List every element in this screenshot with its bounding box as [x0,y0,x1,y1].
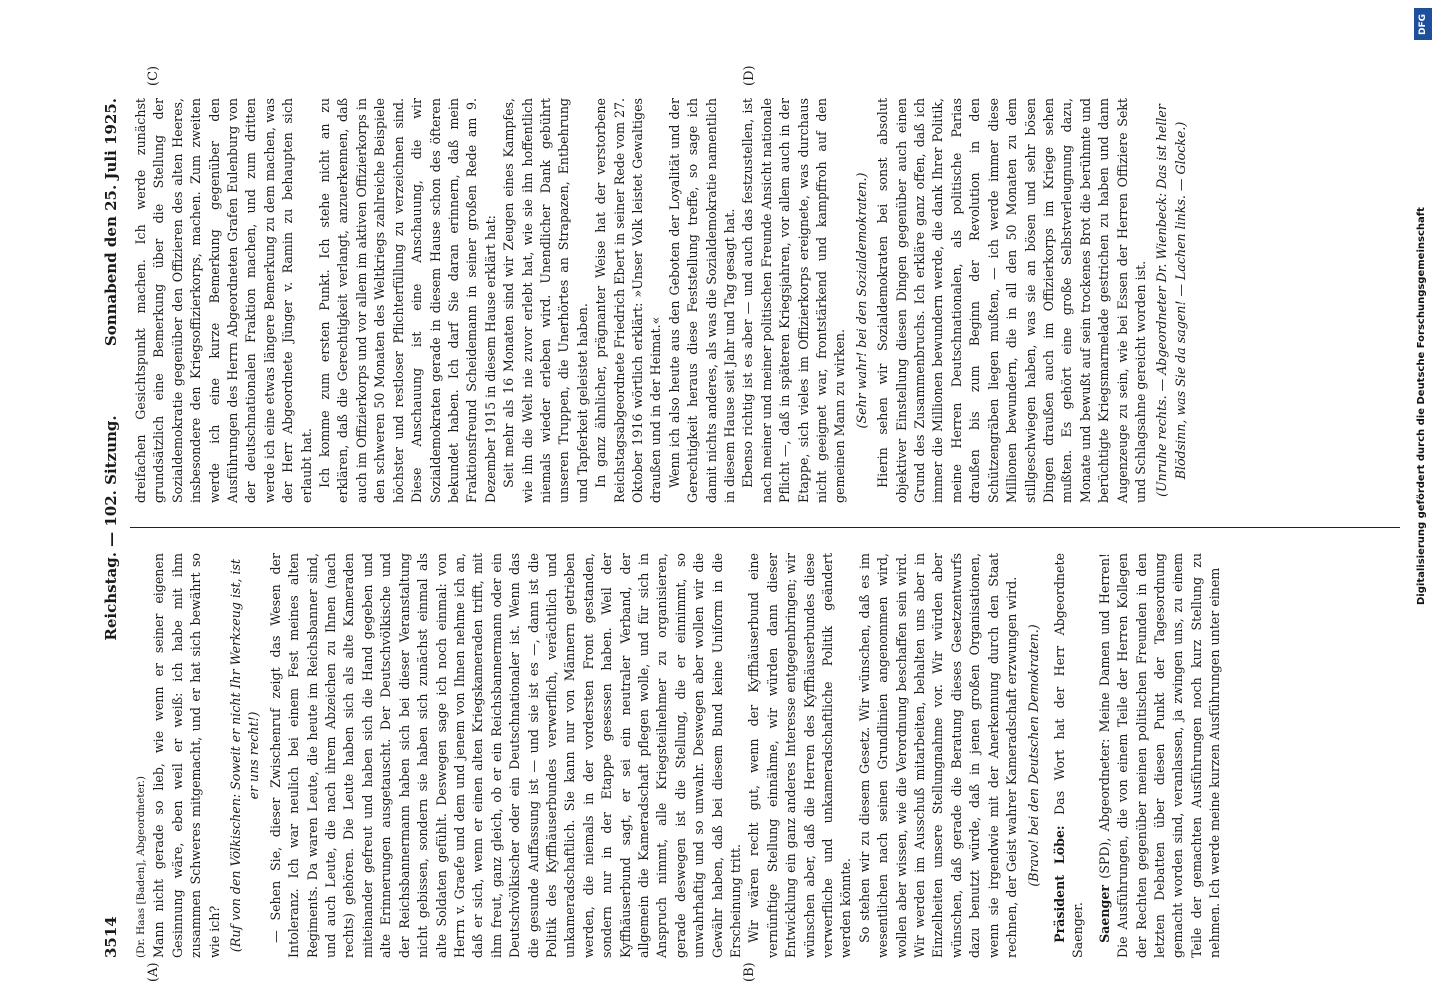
left-column [132,553,1225,958]
speaker-label: Präsident Löbe: [1051,825,1067,943]
interjection: (Bravo! bei den Deutschen Demokraten.) [1025,624,1041,887]
interjection: (Unruhe rechts. — Abgeordneter Dr. Wienbeck: Das ist heller Blödsinn, was Sie da sagen! — Lachen links. — Glocke.) [1154,104,1188,497]
paragraph: Mann nicht gerade so lieb, wie wenn er seiner eigenen Gesinnung wäre, eben weil er weiß: ich habe mit ihm zusammen Schweres mitgemacht, und er hat sich bewährt so wie ich? [151,553,222,958]
page-header [102,98,124,958]
margin-mark-c: (C) [146,65,161,86]
session-title: Reichstag. — 102. Sitzung. [102,415,120,641]
dfg-logo-icon: DFG [1414,8,1432,40]
column-divider [130,527,1400,528]
paragraph: In ganz ähnlicher, prägnanter Weise hat der verstorbene Reichstagsabgeordnete Friedrich Ebert in seiner Rede vom 27. Oktober 1916 wörtlich erklärt: »Unser Volk leistet Gewaltiges draußen und in der Heimat.« [593,98,664,503]
statement-text: Das Wort hat der Herr Abgeordnete Saenger. [1051,553,1086,958]
quote-paragraph: Seit mehr als 16 Monaten sind wir Zeugen eines Kampfes, wie ihn die Welt nie zuvor erlebt hat, wie sie ihn hoffentlich niemals wieder erleben wird. Unendlicher Dank gebührt unseren Truppen, die Unerhörtes an Strapazen, Entbehrung und Tapferkeit geleistet haben. [501,98,590,503]
paragraph: dreifachen Gesichtspunkt machen. Ich werde zunächst grundsätzlich eine Bemerkung über die Stellung der Sozialdemokratie gegenüber den Offizieren des alten Heeres, insbesondere den Kriegsoffizierkorps, machen. Zum zweiten werde ich eine kurze Bemerkung gegenüber den Ausführungen des Herrn Abgeordneten Grafen Eulenburg von der deutschnationalen Fraktion machen, und zum dritten werde ich eine etwas längere Bemerkung zu dem machen, was der Herr Abgeordnete Jünger v. Ramin zu behaupten sich erlaubt hat. [133,98,314,503]
paragraph: Wir wären recht gut, wenn der Kyffhäuserbund eine vernünftige Stellung einnähme, wir würden dann dieser Entwicklung ein ganz anderes Interesse entgegenbringen; wir wünschen aber, daß die Herren des Kyffhäuserbundes diese verwerfliche und unkameradschaftliche Politik geändert werden könnte. [746,553,854,958]
paragraph: So stehen wir zu diesem Gesetz. Wir wünschen, daß es im wesentlichen nach seinen Grundlinien angenommen wird, wollen aber wissen, wie die Verordnung beschaffen sein wird. Wir werden im Ausschuß mitarbeiten, behalten uns aber in Einzelheiten unsere Stellungnahme vor. Wir würden aber wünschen, daß gerade die Beratung dieses Gesetzentwurfs dazu benutzt würde, daß in jenen großen Organisationen, wenn sie irgendwie mit der Anerkennung durch den Staat rechnen, der Geist wahrer Kameradschaft erzwungen wird. [856,553,1020,958]
margin-mark-b: (B) [742,962,757,982]
paragraph: — Sehen Sie, dieser Zwischenruf zeigt das Wesen der Intoleranz. Ich war neulich bei einem Fest meines alten Regiments. Da waren Leute, die heute im Reichsbanner sind, und auch Leute, die nach ihrem Abzeichen zu Ihnen (nach rechts) gehören. Die Leute haben sich als alte Kameraden miteinander gefreut und haben sich die Hand gegeben und alte Erinnerungen ausgetauscht. Der Deutschvölkische und der Reichsbannermann haben sich bei dieser Veranstaltung nicht gebissen, sondern sie haben sich zunächst einmal als alte Soldaten gefühlt. Deswegen sage ich noch einmal: von Herrn v. Graefe und dem und jenem von Ihnen nehme ich an, daß er sich, wenn er einen alten Kriegskameraden trifft, mit ihm freut, ganz gleich, ob er ein Reichsbannermann oder ein Deutschvölkischer oder ein Deutschnationaler ist. Wenn das die gesunde Auffassung ist — und sie ist es —, dann ist die Politik des Kyffhäuserbundes verwerflich, verächtlich und unkameradschaftlich. Sie kann nur von Männern getrieben werden, die niemals in der vordersten Front gestanden, sondern nur in der Etappe gesessen haben. Weil der Kyffhäuserbund sagt, er sei ein neutraler Verband, der allgemein die Kameradschaft pflegen wolle, und für sich in Anspruch nimmt, alle Kriegsteilnehmer zu organisieren, gerade deswegen ist die Stellung, die er einnimmt, so unwahrhaftig und so unwahr. Deswegen aber wollen wir die Gewähr haben, daß bei diesem Bund keine Uniform in die Erscheinung tritt. [267,553,743,958]
speaker-line: (Dr. Haas [Baden], Abgeordneter.) [135,775,147,958]
margin-mark-d: (D) [742,65,757,86]
right-column [132,98,1193,503]
paragraph: Ich komme zum ersten Punkt. Ich stehe nicht an zu erklären, daß die Gerechtigkeit verlangt, anzuerkennen, daß auch im Offizierkorps und vor allem im aktiven Offizierkorps in den schweren 50 Monaten des Weltkriegs zahlreiche Beispiele höchster und restloser Pflichterfüllung zu verzeichnen sind. Diese Anschauung ist eine Anschauung, die wir Sozialdemokraten gerade in diesem Hause schon des öfteren bekundet haben. Ich darf Sie daran erinnern, daß mein Fraktionsfreund Scheidemann in seiner großen Rede am 9. Dezember 1915 in diesem Hause erklärt hat: [317,98,498,503]
paragraph: Hierin sehen wir Sozialdemokraten bei sonst absolut objektiver Einstellung diesen Dingen gegenüber auch einen Grund des Zusammenbruchs. Ich erkläre ganz offen, daß ich immer die Millionen bewundern werde, die dank Ihrer Politik, meine Herren Deutschnationalen, als politische Parias draußen bis zum Beginn der Revolution in den Schützengräben liegen mußten, — ich werde immer diese Millionen bewundern, die in all den 50 Monaten zu dem stillgeschwiegen haben, was sie an bösen und sehr bösen Dingen draußen auch im Offizierkorps im Kriege sehen mußten. Es gehört eine große Selbstverleugnung dazu, Monate und bewußt auf sein trockenes Brot die berühmte und berüchtigte Kriegsmarmelade gestrichen zu haben und dann Augenzeuge zu sein, wie bei Essen der Herren Offiziere Sekt und Schlagsahne gereicht worden ist. [875,98,1148,503]
interjection: (Sehr wahr! bei den Sozialdemokraten.) [853,172,869,429]
margin-mark-a: (A) [146,962,161,982]
session-date: Sonnabend den 25. Juli 1925. [102,98,120,347]
interjection: (Ruf von den Völkischen: Soweit er nicht Ihr Werkzeug ist, ist er uns recht!) [228,558,262,953]
speech-start [1096,553,1225,958]
speech-text: (SPD), Abgeordneter: Meine Damen und Herren! Die Ausführungen, die von einem Teile der Herren Kollegen der Rechten gegenüber meinen politischen Freunden in den letzten Debatten über diesen Punkt der Tagesordnung gemacht worden sind, veranlassen, ja zwingen uns, zu einem Teile der gemachten Ausführungen noch kurz Stellung zu nehmen. Ich werde meine kurzen Ausführungen unter einem [1096,553,1223,958]
paragraph: Ebenso richtig ist es aber — und auch das festzustellen, ist nach meiner und meiner politischen Freunde Ansicht nationale Pflicht —, daß in späteren Kriegsjahren, vor allem auch in der Etappe, sich vieles im Offizierkorps ereignete, was durchaus nicht geeignet war, frontstärkend und kampffroh auf den gemeinen Mann zu wirken. [740,98,848,503]
rotated-page [102,65,1402,982]
paragraph: Wenn ich also heute aus den Geboten der Loyalität und der Gerechtigkeit heraus diese Feststellung treffe, so sage ich damit nichts anderes, als was die Sozialdemokratie namentlich in diesem Hause seit Jahr und Tag gesagt hat. [666,98,737,503]
page-number: 3514 [102,916,120,958]
speaker-label: Saenger [1096,885,1112,943]
president-statement [1051,553,1088,958]
digitization-notice: Digitalisierung gefördert durch die Deutsche Forschungsgemeinschaft [1416,207,1427,605]
digitization-sidebar [1414,0,1434,1000]
